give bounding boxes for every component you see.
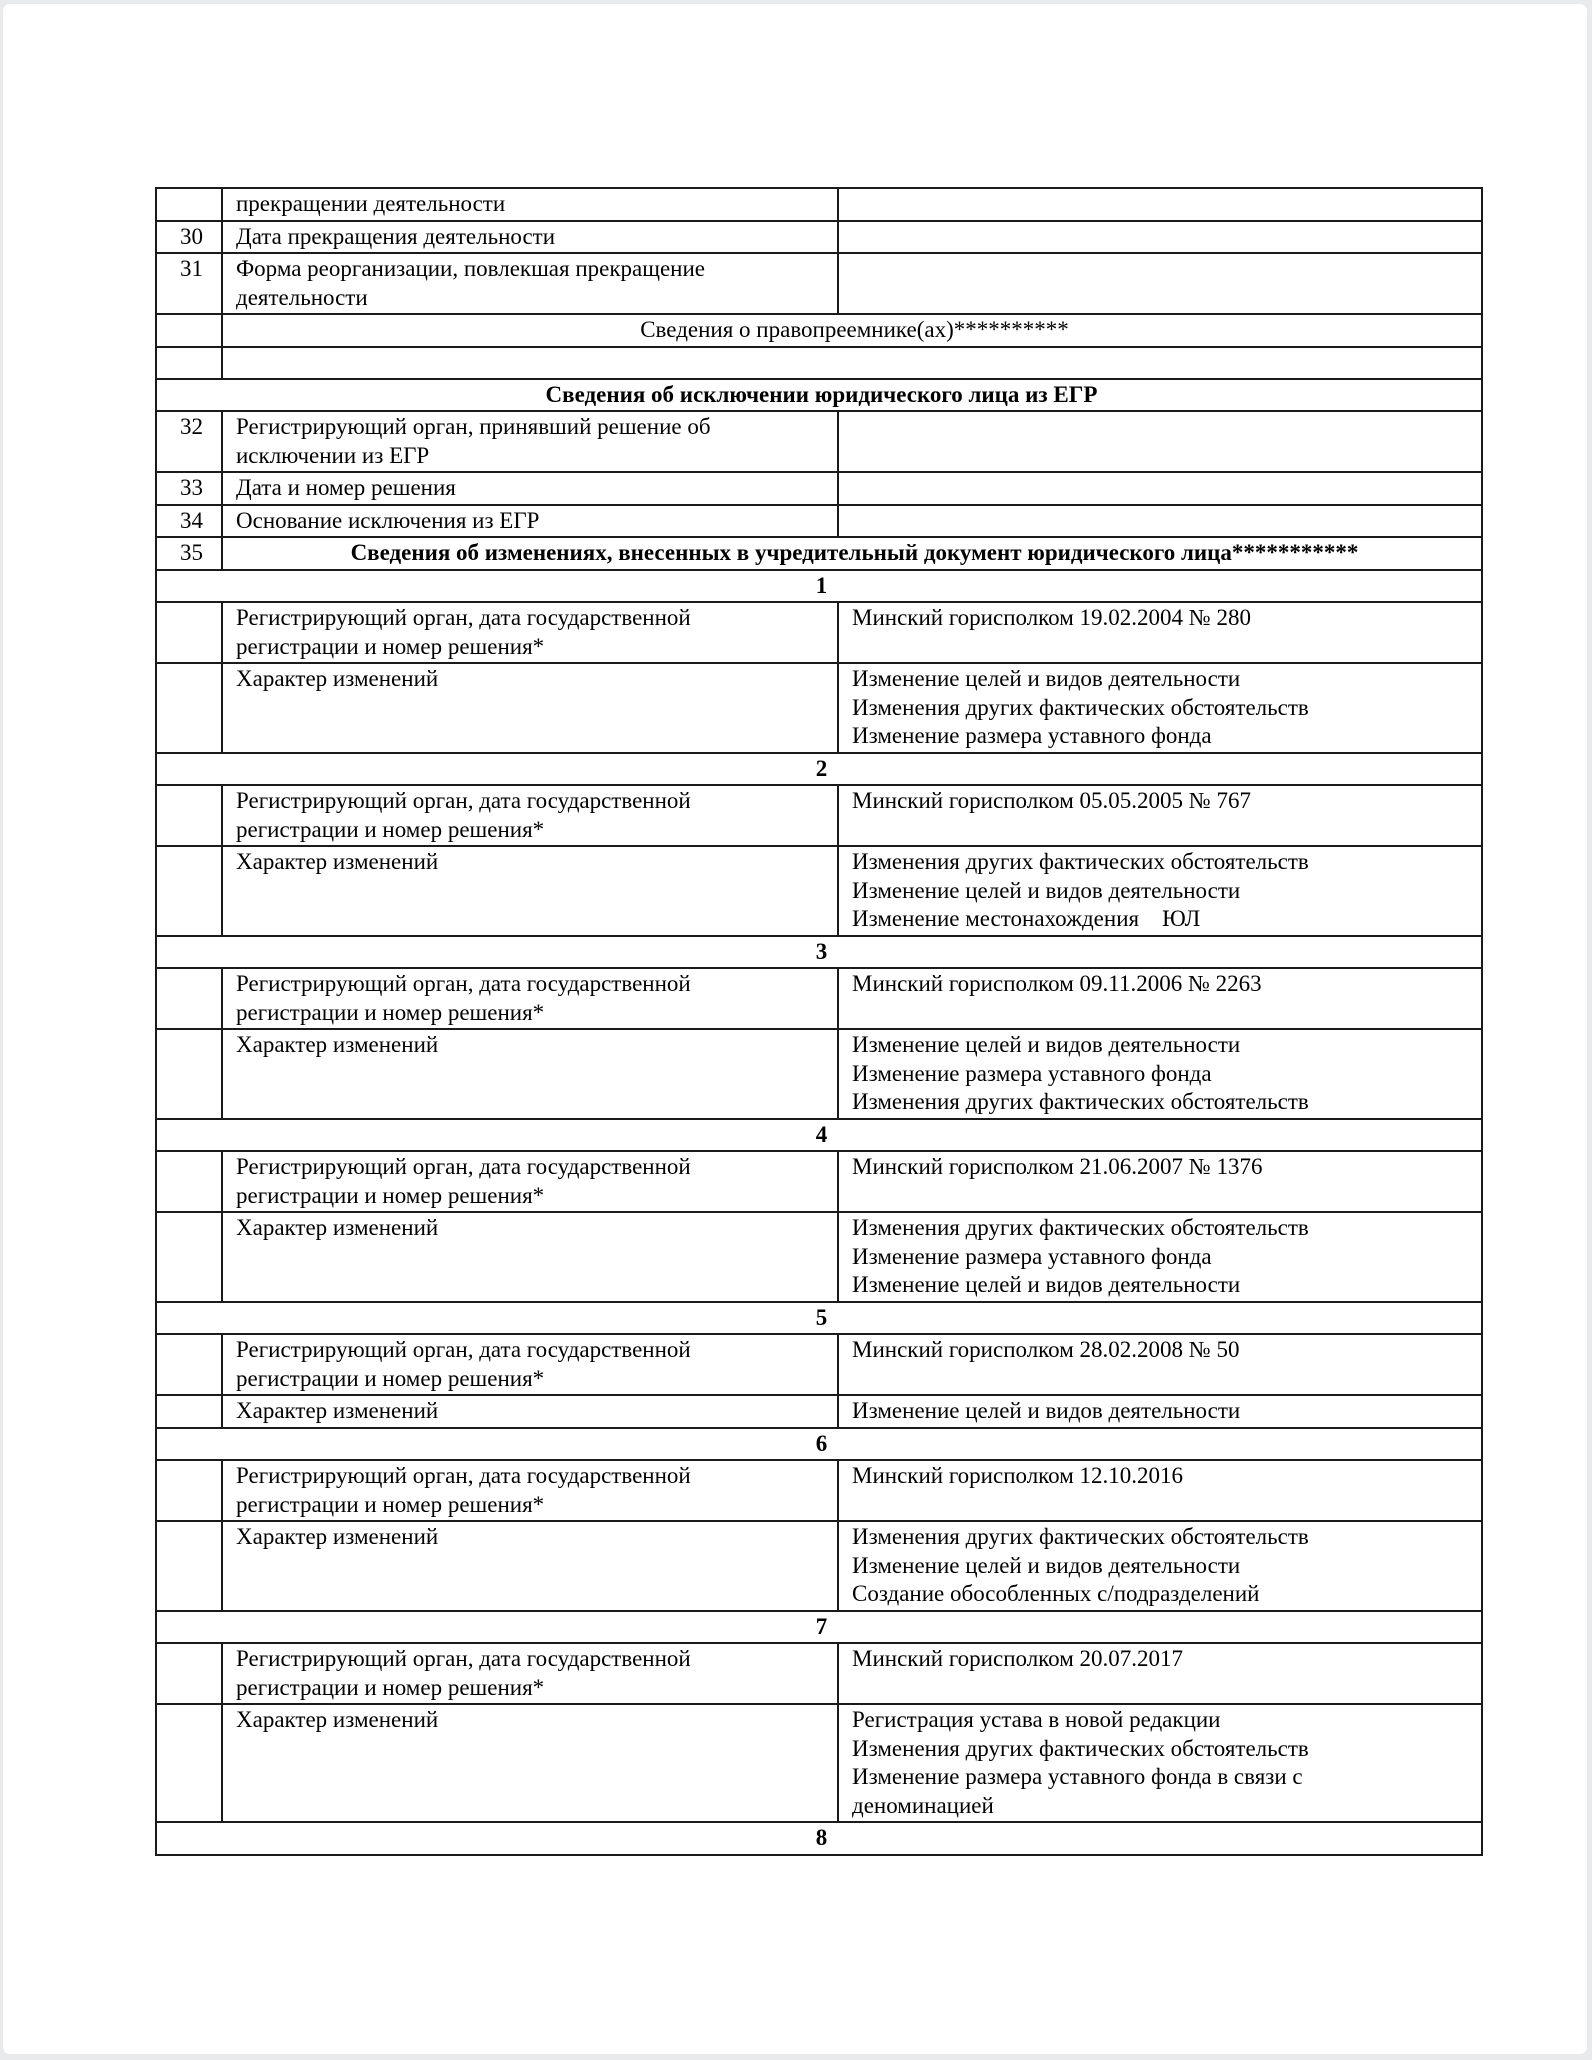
field-value-cell	[838, 663, 1482, 753]
field-value-cell	[838, 1521, 1482, 1611]
table-row	[156, 1460, 1482, 1521]
table-row	[156, 846, 1482, 936]
text-line: прекращении деятельности	[236, 191, 506, 216]
text-line: регистрации и номер решения*	[236, 633, 545, 659]
field-value-cell	[838, 472, 1482, 505]
text-line: Изменения других фактических обстоятельств	[852, 849, 1309, 874]
field-label-cell	[222, 1212, 838, 1302]
text-line: Регистрирующий орган, дата государственной	[236, 1463, 691, 1488]
text-line: Характер изменений	[236, 1398, 439, 1423]
text-line: Характер изменений	[236, 849, 439, 874]
registry-table-body	[156, 188, 1482, 1855]
row-number-cell: 30	[156, 221, 222, 254]
field-value-cell	[838, 1704, 1482, 1822]
row-number-cell	[156, 1521, 222, 1611]
table-row	[156, 570, 1482, 603]
entry-number-cell: 5	[156, 1302, 1482, 1335]
field-value-cell	[838, 846, 1482, 936]
text-line: Изменение целей и видов деятельности	[852, 877, 1241, 903]
field-value-cell	[838, 785, 1482, 846]
field-label-cell	[222, 602, 838, 663]
field-label-cell	[222, 1460, 838, 1521]
text-line: деноминацией	[852, 1792, 994, 1818]
row-number-cell	[156, 785, 222, 846]
text-line: Изменение размера уставного фонда	[852, 723, 1212, 748]
text-line: Изменения других фактических обстоятельств	[852, 1524, 1309, 1549]
table-row	[156, 753, 1482, 786]
text-line: Минский горисполком 20.07.2017	[852, 1646, 1184, 1671]
text-line: Регистрирующий орган, дата государственной	[236, 1154, 691, 1179]
row-number-cell	[156, 1643, 222, 1704]
table-row	[156, 1151, 1482, 1212]
field-label-cell	[222, 663, 838, 753]
row-number-cell	[156, 602, 222, 663]
text-line: Основание исключения из ЕГР	[236, 507, 540, 533]
text-line: Форма реорганизации, повлекшая прекращение	[236, 256, 705, 281]
field-value-cell	[838, 221, 1482, 254]
text-line: Изменение целей и видов деятельности	[852, 666, 1241, 691]
table-row	[156, 1428, 1482, 1461]
text-line: регистрации и номер решения*	[236, 999, 545, 1025]
entry-number-cell: 7	[156, 1611, 1482, 1644]
table-row	[156, 1212, 1482, 1302]
text-line: Изменения других фактических обстоятельств	[852, 1735, 1309, 1761]
text-line: Изменение размера уставного фонда	[852, 1243, 1212, 1269]
field-value-cell	[838, 1029, 1482, 1119]
text-line: Регистрирующий орган, дата государственной	[236, 1337, 691, 1362]
text-line: Регистрирующий орган, принявший решение об	[236, 414, 711, 439]
table-row	[156, 1704, 1482, 1822]
text-line: Изменение целей и видов деятельности	[852, 1272, 1241, 1297]
field-value-cell	[838, 1643, 1482, 1704]
row-number-cell	[156, 188, 222, 221]
row-number-cell: 32	[156, 411, 222, 472]
row-number-cell	[156, 846, 222, 936]
text-line: Изменения других фактических обстоятельств	[852, 694, 1309, 720]
field-value-cell	[838, 505, 1482, 538]
text-line: Характер изменений	[236, 666, 439, 691]
field-label-cell	[222, 1643, 838, 1704]
text-line: Изменение целей и видов деятельности	[852, 1032, 1241, 1057]
text-line: Создание обособленных с/подразделений	[852, 1581, 1260, 1606]
row-number-cell	[156, 1395, 222, 1428]
row-number-cell	[156, 1151, 222, 1212]
text-line: регистрации и номер решения*	[236, 816, 545, 842]
text-line: Регистрирующий орган, дата государственной	[236, 971, 691, 996]
entry-number-cell: 3	[156, 936, 1482, 969]
text-line: Характер изменений	[236, 1032, 439, 1057]
text-line: Характер изменений	[236, 1215, 439, 1240]
text-line: Регистрирующий орган, дата государственной	[236, 605, 691, 630]
text-line: регистрации и номер решения*	[236, 1491, 545, 1517]
row-number-cell	[156, 968, 222, 1029]
row-number-cell	[156, 314, 222, 347]
row-number-cell	[156, 1460, 222, 1521]
row-number-cell: 33	[156, 472, 222, 505]
row-number-cell: 35	[156, 537, 222, 570]
text-line: Регистрирующий орган, дата государственной	[236, 1646, 691, 1671]
field-label-cell	[222, 253, 838, 314]
field-value-cell	[838, 1460, 1482, 1521]
field-value-cell	[838, 1151, 1482, 1212]
text-line: Минский горисполком 28.02.2008 № 50	[852, 1337, 1240, 1362]
text-line: Характер изменений	[236, 1524, 439, 1549]
field-label-cell	[222, 968, 838, 1029]
text-line: Изменение размера уставного фонда	[852, 1060, 1212, 1086]
text-line: регистрации и номер решения*	[236, 1365, 545, 1391]
field-label-cell	[222, 1334, 838, 1395]
field-value-cell	[838, 1212, 1482, 1302]
text-line: Регистрация устава в новой редакции	[852, 1707, 1221, 1732]
text-line: Минский горисполком 19.02.2004 № 280	[852, 605, 1251, 630]
merged-header-cell: Сведения об изменениях, внесенных в учредительный документ юридического лица***********	[222, 537, 1482, 570]
field-label-cell	[222, 472, 838, 505]
text-line: Изменение местонахождения ЮЛ	[852, 906, 1201, 931]
text-line: Минский горисполком 05.05.2005 № 767	[852, 788, 1251, 813]
text-line: Минский горисполком 09.11.2006 № 2263	[852, 971, 1262, 996]
table-row	[156, 347, 1482, 379]
entry-number-cell: 6	[156, 1428, 1482, 1461]
field-value-cell	[838, 602, 1482, 663]
row-number-cell	[156, 1029, 222, 1119]
text-line: Минский горисполком 21.06.2007 № 1376	[852, 1154, 1263, 1179]
field-label-cell	[222, 1151, 838, 1212]
field-value-cell	[838, 411, 1482, 472]
table-row	[156, 785, 1482, 846]
row-number-cell	[156, 1704, 222, 1822]
table-row	[156, 1521, 1482, 1611]
table-row	[156, 537, 1482, 570]
row-number-cell: 34	[156, 505, 222, 538]
field-label-cell	[222, 1395, 838, 1428]
table-row	[156, 1643, 1482, 1704]
table-row	[156, 663, 1482, 753]
entry-number-cell: 2	[156, 753, 1482, 786]
table-row	[156, 188, 1482, 221]
merged-header-cell: Сведения о правопреемнике(ах)**********	[222, 314, 1482, 347]
field-value-cell	[838, 1395, 1482, 1428]
text-line: Изменение целей и видов деятельности	[852, 1398, 1241, 1423]
table-row	[156, 411, 1482, 472]
field-label-cell	[222, 188, 838, 221]
row-number-cell	[156, 347, 222, 379]
field-value-cell	[838, 188, 1482, 221]
entry-number-cell: 4	[156, 1119, 1482, 1152]
table-row	[156, 253, 1482, 314]
field-label-cell	[222, 1521, 838, 1611]
text-line: исключении из ЕГР	[236, 442, 430, 468]
field-value-cell	[838, 968, 1482, 1029]
text-line: Дата прекращения деятельности	[236, 223, 556, 249]
table-row	[156, 1334, 1482, 1395]
text-line: регистрации и номер решения*	[236, 1674, 545, 1700]
row-number-cell	[156, 1212, 222, 1302]
empty-merged-cell	[222, 347, 1482, 379]
table-row	[156, 1119, 1482, 1152]
table-row	[156, 505, 1482, 538]
field-value-cell	[838, 1334, 1482, 1395]
text-line: Минский горисполком 12.10.2016	[852, 1463, 1184, 1488]
field-label-cell	[222, 785, 838, 846]
field-value-cell	[838, 253, 1482, 314]
text-line: Характер изменений	[236, 1707, 439, 1732]
text-line: Изменение целей и видов деятельности	[852, 1552, 1241, 1578]
row-number-cell	[156, 663, 222, 753]
entry-number-cell: 1	[156, 570, 1482, 603]
table-row	[156, 1611, 1482, 1644]
field-label-cell	[222, 1704, 838, 1822]
entry-number-cell: 8	[156, 1822, 1482, 1855]
row-number-cell: 31	[156, 253, 222, 314]
text-line: Изменения других фактических обстоятельств	[852, 1089, 1309, 1114]
registry-table	[155, 187, 1483, 1856]
table-row	[156, 1822, 1482, 1855]
table-row	[156, 221, 1482, 254]
text-line: Изменения других фактических обстоятельств	[852, 1215, 1309, 1240]
field-label-cell	[222, 411, 838, 472]
field-label-cell	[222, 1029, 838, 1119]
table-row	[156, 1029, 1482, 1119]
field-label-cell	[222, 846, 838, 936]
text-line: Регистрирующий орган, дата государственной	[236, 788, 691, 813]
table-row	[156, 602, 1482, 663]
table-row	[156, 472, 1482, 505]
field-label-cell	[222, 505, 838, 538]
text-line: регистрации и номер решения*	[236, 1182, 545, 1208]
section-header-cell: Сведения об исключении юридического лица из ЕГР	[156, 379, 1482, 412]
table-row	[156, 936, 1482, 969]
text-line: Дата и номер решения	[236, 475, 456, 500]
table-row	[156, 968, 1482, 1029]
table-row	[156, 379, 1482, 412]
field-label-cell	[222, 221, 838, 254]
table-row	[156, 1395, 1482, 1428]
document-page	[3, 4, 1587, 2054]
table-row	[156, 1302, 1482, 1335]
row-number-cell	[156, 1334, 222, 1395]
table-row	[156, 314, 1482, 347]
text-line: Изменение размера уставного фонда в связи с	[852, 1764, 1303, 1789]
text-line: деятельности	[236, 284, 368, 310]
